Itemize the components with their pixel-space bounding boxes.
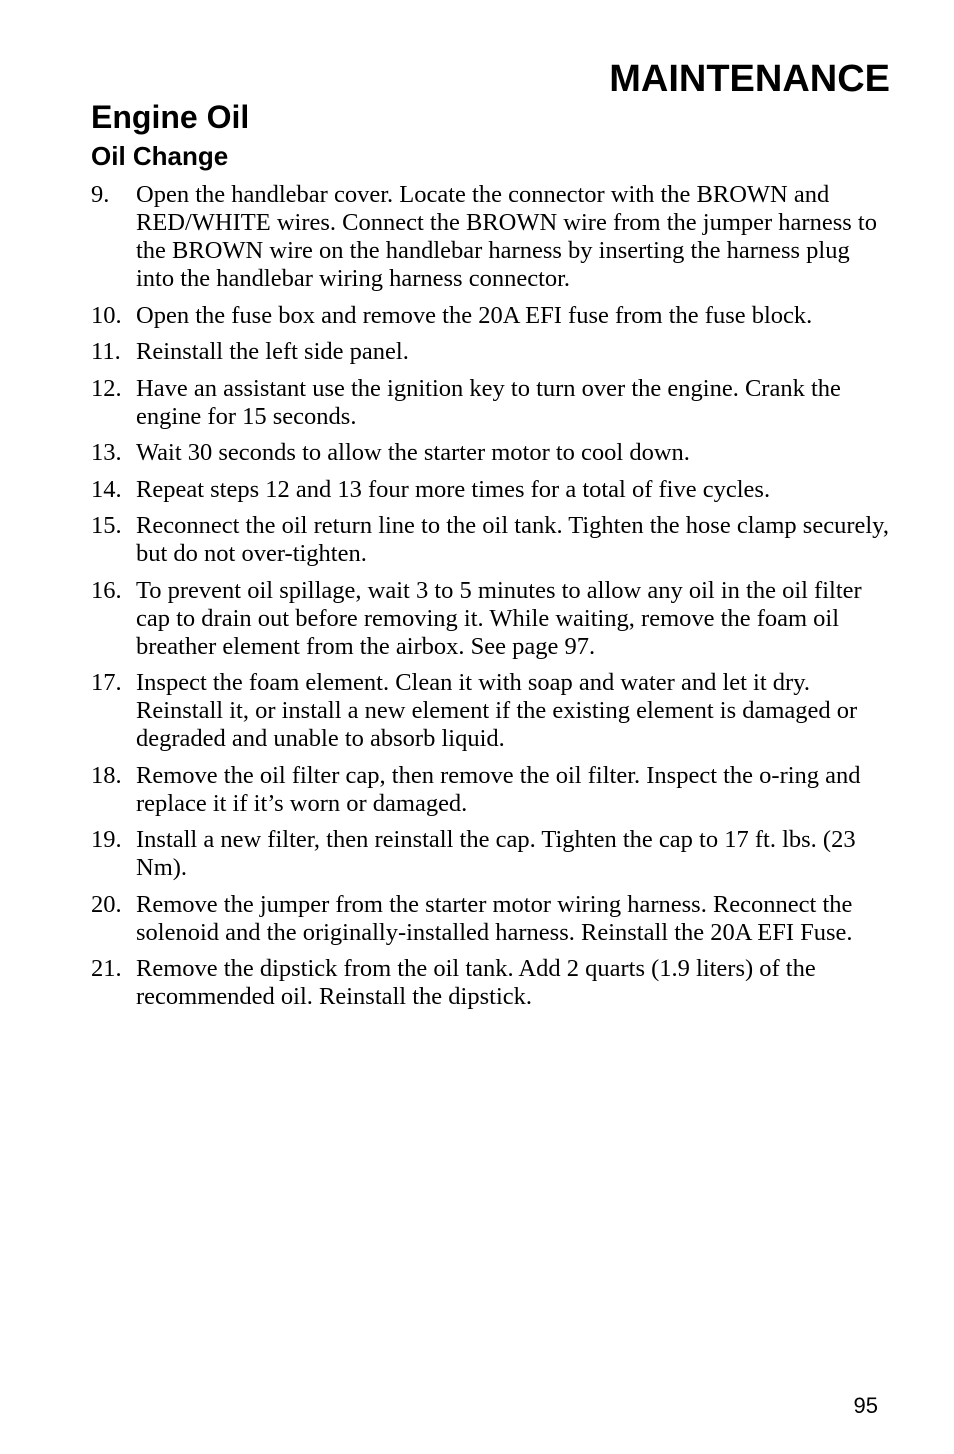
- step-text: Inspect the foam element. Clean it with soap and water and let it dry. Reinstall it, or install a new element if the existing element is damaged or degraded and unable to absorb liquid.: [136, 669, 858, 752]
- step-text: Wait 30 seconds to allow the starter motor to cool down.: [136, 439, 690, 466]
- step-item: [91, 375, 891, 431]
- step-number: 16.: [91, 576, 122, 604]
- page-heading: Engine Oil: [91, 99, 250, 135]
- step-text: Remove the jumper from the starter motor wiring harness. Reconnect the solenoid and the originally-installed harness. Reinstall the 20A EFI Fuse.: [136, 890, 853, 946]
- step-text: To prevent oil spillage, wait 3 to 5 minutes to allow any oil in the oil filter cap to drain out before removing it. While waiting, remove the foam oil breather element from the airbox. See page 97.: [136, 576, 862, 660]
- step-item: [91, 512, 891, 568]
- page-subheading: Oil Change: [91, 141, 229, 171]
- step-text: Reconnect the oil return line to the oil tank. Tighten the hose clamp securely, but do not over-tighten.: [136, 512, 889, 567]
- step-number: 17.: [91, 669, 122, 696]
- step-item: [91, 338, 891, 366]
- step-number: 15.: [91, 512, 122, 539]
- step-text: Have an assistant use the ignition key to turn over the engine. Crank the engine for 15 seconds.: [136, 374, 841, 430]
- step-number: 18.: [91, 761, 122, 789]
- steps-list: [91, 181, 891, 1020]
- step-number: 21.: [91, 955, 122, 982]
- step-number: 9.: [91, 181, 110, 208]
- step-item: [91, 762, 891, 818]
- step-text: Reinstall the left side panel.: [136, 338, 409, 365]
- step-item: [91, 826, 891, 882]
- step-text: Open the handlebar cover. Locate the connector with the BROWN and RED/WHITE wires. Connect the BROWN wire from the jumper harness to the BROWN wire on the handlebar harness by inserting the harness plug into the handlebar wiring harness connector.: [136, 181, 877, 292]
- section-title: MAINTENANCE: [609, 58, 890, 100]
- step-number: 13.: [91, 439, 122, 466]
- step-text: Repeat steps 12 and 13 four more times for a total of five cycles.: [136, 475, 771, 503]
- step-number: 10.: [91, 301, 122, 329]
- step-number: 20.: [91, 890, 122, 918]
- step-text: Remove the oil filter cap, then remove the oil filter. Inspect the o-ring and replace it if it’s worn or damaged.: [136, 761, 861, 817]
- step-number: 19.: [91, 826, 122, 853]
- step-item: [91, 439, 891, 467]
- step-item: [91, 891, 891, 947]
- page-number: 95: [853, 1393, 878, 1418]
- step-item: [91, 476, 891, 504]
- step-item: [91, 577, 891, 661]
- step-item: [91, 181, 891, 293]
- step-text: Install a new filter, then reinstall the cap. Tighten the cap to 17 ft. lbs. (23 Nm).: [136, 826, 856, 881]
- step-item: [91, 302, 891, 330]
- step-number: 14.: [91, 475, 122, 503]
- step-number: 12.: [91, 374, 122, 402]
- step-text: Remove the dipstick from the oil tank. Add 2 quarts (1.9 liters) of the recommended oil. Reinstall the dipstick.: [136, 955, 816, 1010]
- step-text: Open the fuse box and remove the 20A EFI fuse from the fuse block.: [136, 301, 813, 329]
- step-item: [91, 669, 891, 753]
- step-item: [91, 955, 891, 1011]
- step-number: 11.: [91, 338, 121, 365]
